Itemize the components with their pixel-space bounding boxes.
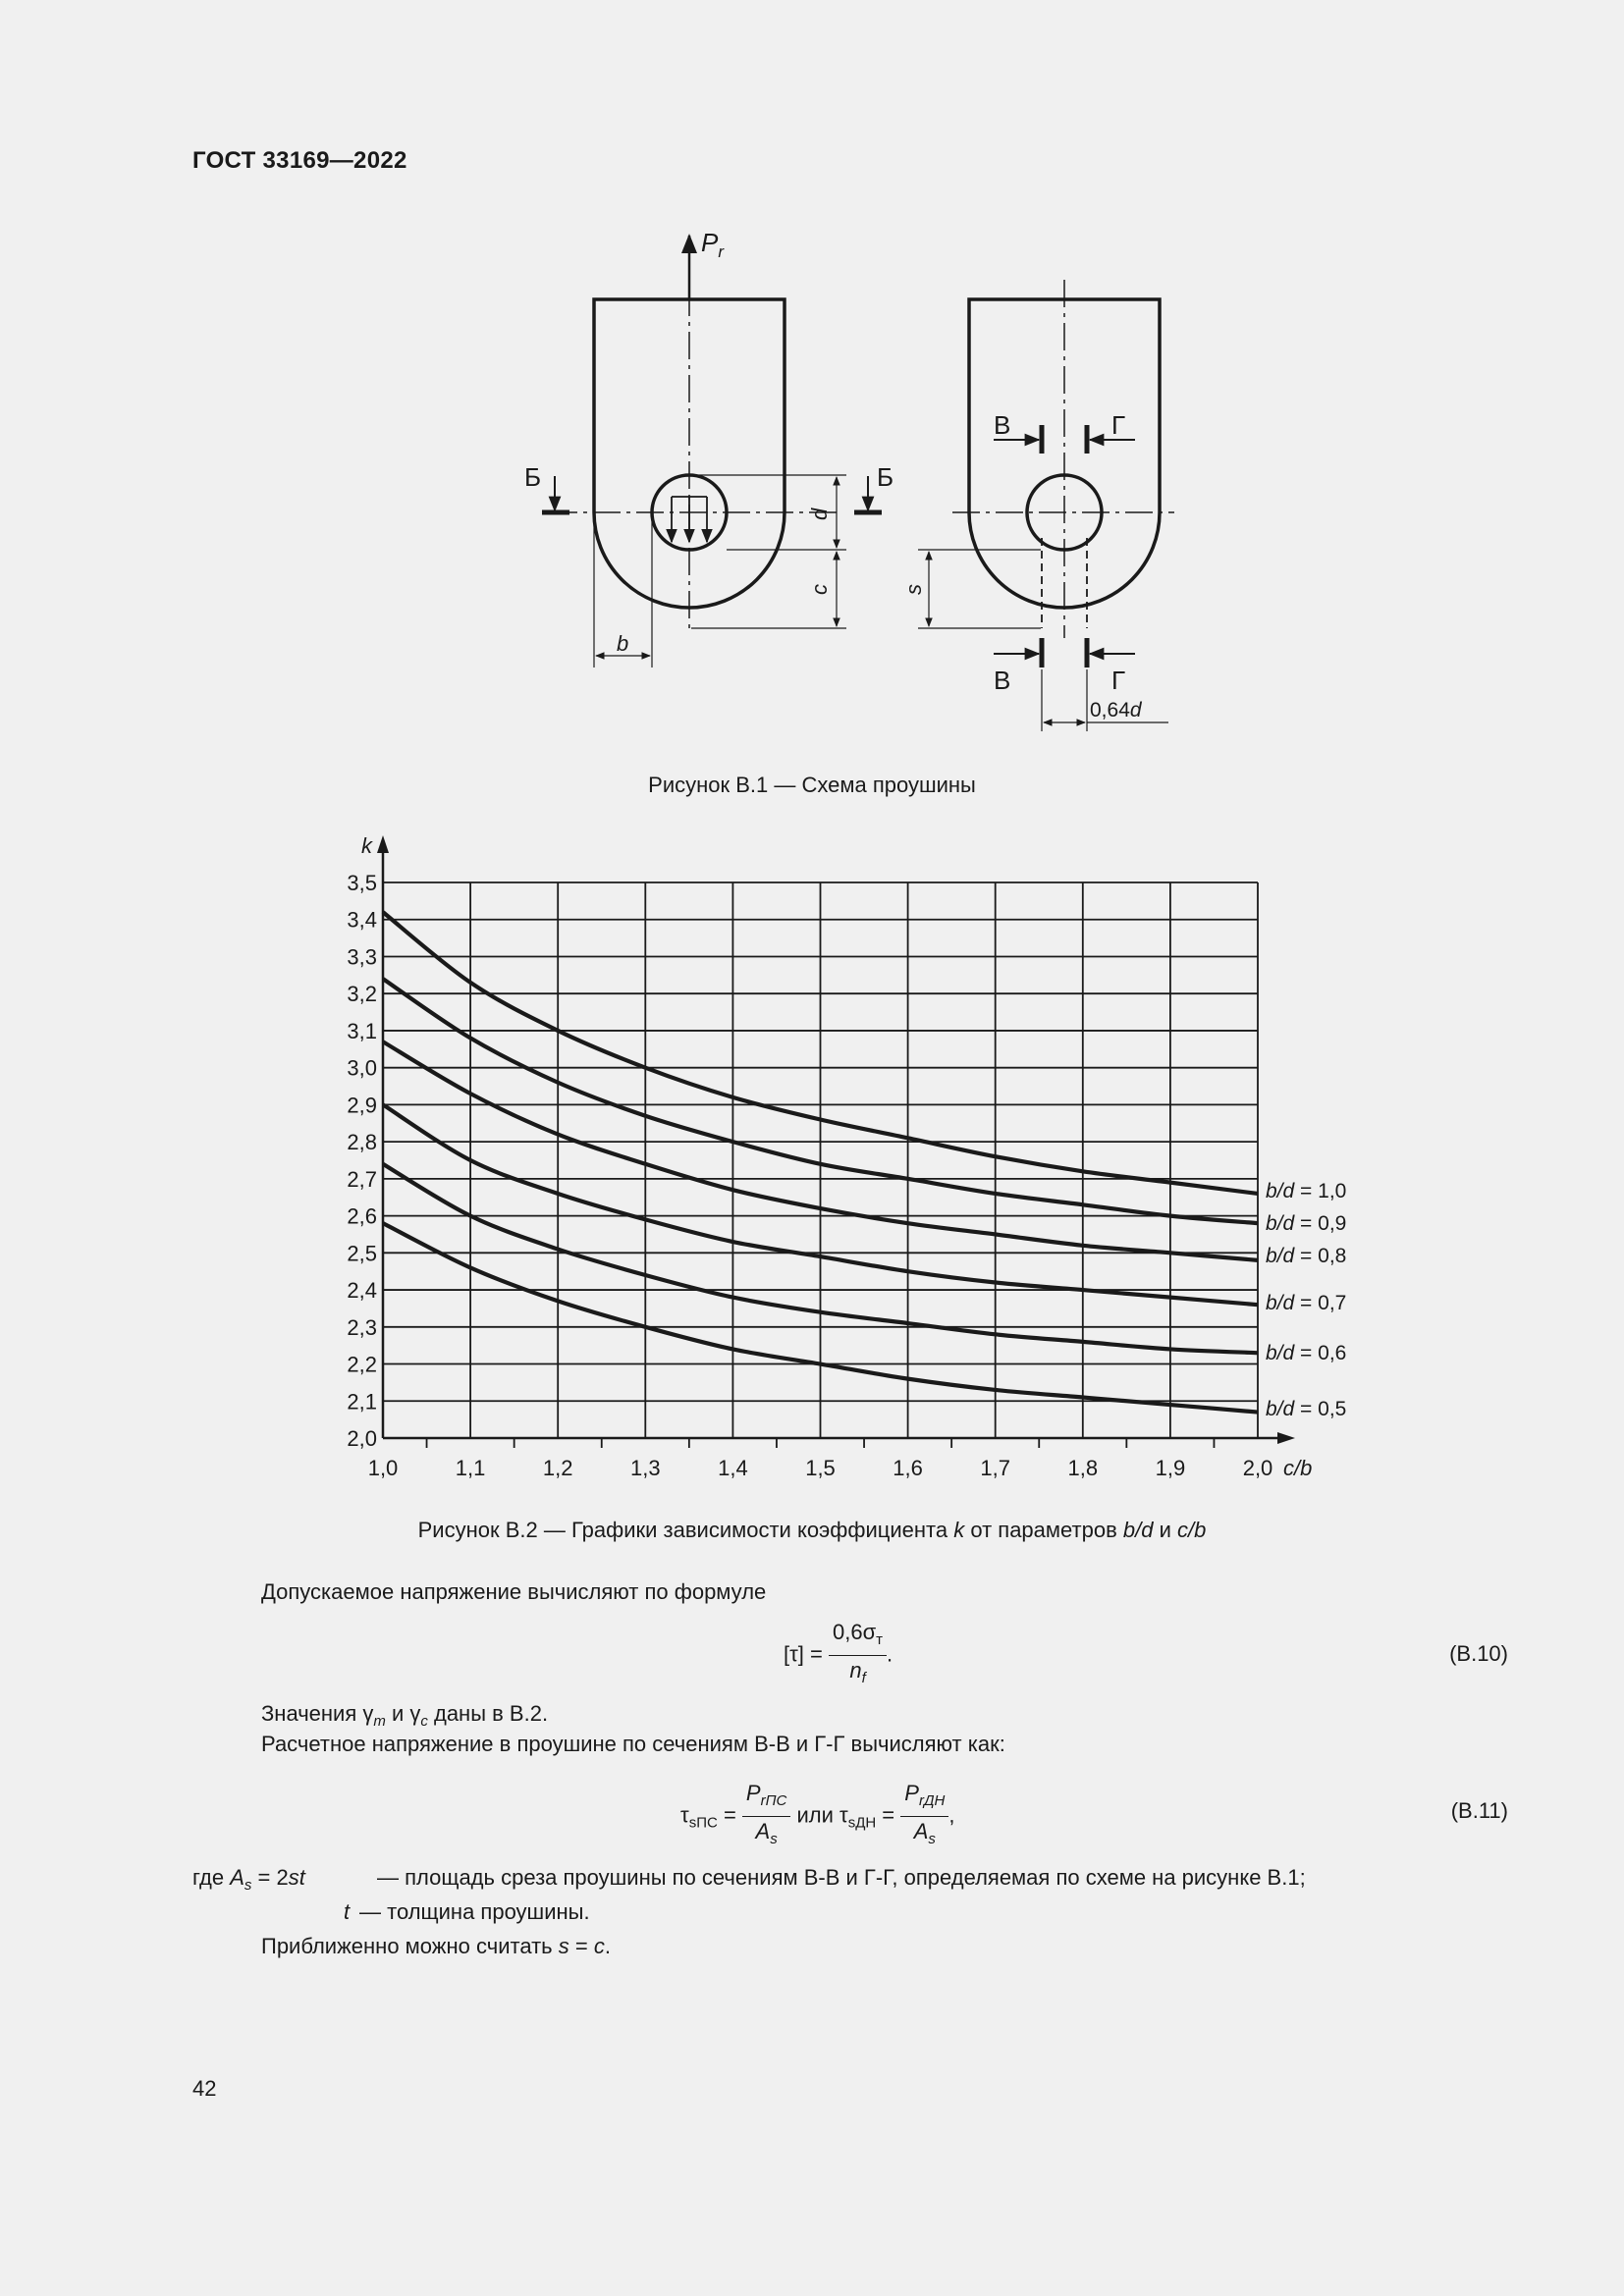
y-tick-label: 2,2: [347, 1352, 377, 1377]
label-section-v-top: В: [994, 410, 1011, 440]
equation-number-b11: (В.11): [1450, 1798, 1508, 1823]
series-label-0: b/d = 1,0: [1266, 1180, 1347, 1202]
x-tick-label: 1,0: [367, 1456, 399, 1480]
y-tick-label: 2,1: [347, 1389, 377, 1415]
y-tick-label: 2,9: [347, 1093, 377, 1118]
y-axis-arrow: [377, 835, 389, 853]
page-number: 42: [192, 2076, 217, 2101]
x-tick-label: 1,4: [718, 1456, 748, 1480]
x-tick-label: 1,8: [1067, 1456, 1099, 1480]
equation-b10: [τ] = $\frac{0,6\sigma_т}{n_f}$ .: [784, 1620, 893, 1686]
y-tick-label: 3,0: [347, 1055, 377, 1081]
document-id: ГОСТ 33169—2022: [192, 147, 407, 174]
x-axis-arrow: [1277, 1432, 1295, 1444]
series-label-2: b/d = 0,8: [1266, 1245, 1347, 1267]
x-tick-label: 1,2: [542, 1456, 573, 1480]
chart-k-coefficient: [0, 825, 1624, 1531]
label-section-b-left: Б: [524, 462, 542, 492]
y-axis-label: k: [361, 833, 372, 858]
series-label-4: b/d = 0,6: [1266, 1342, 1347, 1364]
label-dim-b: b: [617, 631, 629, 656]
x-tick-label: 1,5: [805, 1456, 836, 1480]
equation-b11: $\tau_{sПС}$ = $\frac{P_{rПС}}{A_s}$ или $\tau_{sДН}$ = $\frac{P_{rДН}}{A_s}$ ,: [680, 1781, 955, 1847]
figure1-caption: Рисунок В.1 — Схема проушины: [648, 773, 976, 797]
series-label-5: b/d = 0,5: [1266, 1398, 1347, 1420]
where-t-explanation: — толщина проушины.: [359, 1899, 590, 1924]
x-tick-label: 1,6: [893, 1456, 923, 1480]
equation-number-b10: (В.10): [1449, 1641, 1508, 1666]
x-tick-label: 2,0: [1242, 1456, 1273, 1480]
label-force: $P_r$: [701, 228, 725, 261]
y-tick-label: 2,7: [347, 1166, 377, 1192]
label-dim-d: d: [807, 507, 832, 520]
x-axis-label: c/b: [1283, 1456, 1313, 1480]
paragraph-design-stress: Расчетное напряжение в проушине по сечениям В-В и Г-Г вычисляют как:: [261, 1732, 1005, 1756]
label-section-g-bottom: Г: [1111, 666, 1126, 695]
x-tick-label: 1,7: [980, 1456, 1010, 1480]
y-tick-label: 2,5: [347, 1241, 377, 1266]
y-tick-label: 2,4: [347, 1278, 377, 1304]
y-tick-label: 3,4: [347, 907, 377, 933]
label-dim-s: s: [901, 584, 926, 595]
figure-eyelet-scheme: [0, 0, 1624, 766]
y-tick-label: 2,6: [347, 1203, 377, 1229]
y-tick-label: 2,0: [347, 1426, 377, 1451]
where-as-explanation: — площадь среза проушины по сечениям В-В и Г-Г, определяемая по схеме на рисунке В.1;: [377, 1865, 1306, 1890]
series-label-1: b/d = 0,9: [1266, 1212, 1347, 1235]
label-section-v-bottom: В: [994, 666, 1011, 695]
y-tick-label: 3,2: [347, 982, 377, 1007]
series-label-3: b/d = 0,7: [1266, 1292, 1347, 1314]
label-dim-064d: 0,64d: [1090, 699, 1142, 721]
figure2-caption: Рисунок В.2 — Графики зависимости коэффициента k от параметров b/d и c/b: [417, 1518, 1207, 1542]
where-t-symbol: t: [344, 1899, 351, 1924]
y-tick-label: 2,3: [347, 1314, 377, 1340]
label-dim-c: c: [807, 584, 832, 595]
paragraph-gamma-values: Значения $\gamma_m$ и $\gamma_c$ даны в В.2.: [261, 1701, 549, 1730]
label-section-b-right: Б: [877, 462, 894, 492]
label-section-g-top: Г: [1111, 410, 1126, 440]
y-tick-label: 2,8: [347, 1130, 377, 1155]
y-tick-label: 3,5: [347, 871, 377, 895]
paragraph-approximation: Приближенно можно считать s = c.: [261, 1934, 611, 1958]
x-tick-label: 1,3: [630, 1456, 661, 1480]
x-tick-label: 1,1: [455, 1456, 486, 1480]
y-tick-label: 3,3: [347, 944, 377, 970]
y-tick-label: 3,1: [347, 1018, 377, 1043]
paragraph-allowable-stress: Допускаемое напряжение вычисляют по формуле: [261, 1579, 767, 1604]
where-as-definition: где $A_s = 2st$: [192, 1865, 305, 1894]
x-tick-label: 1,9: [1155, 1456, 1186, 1480]
